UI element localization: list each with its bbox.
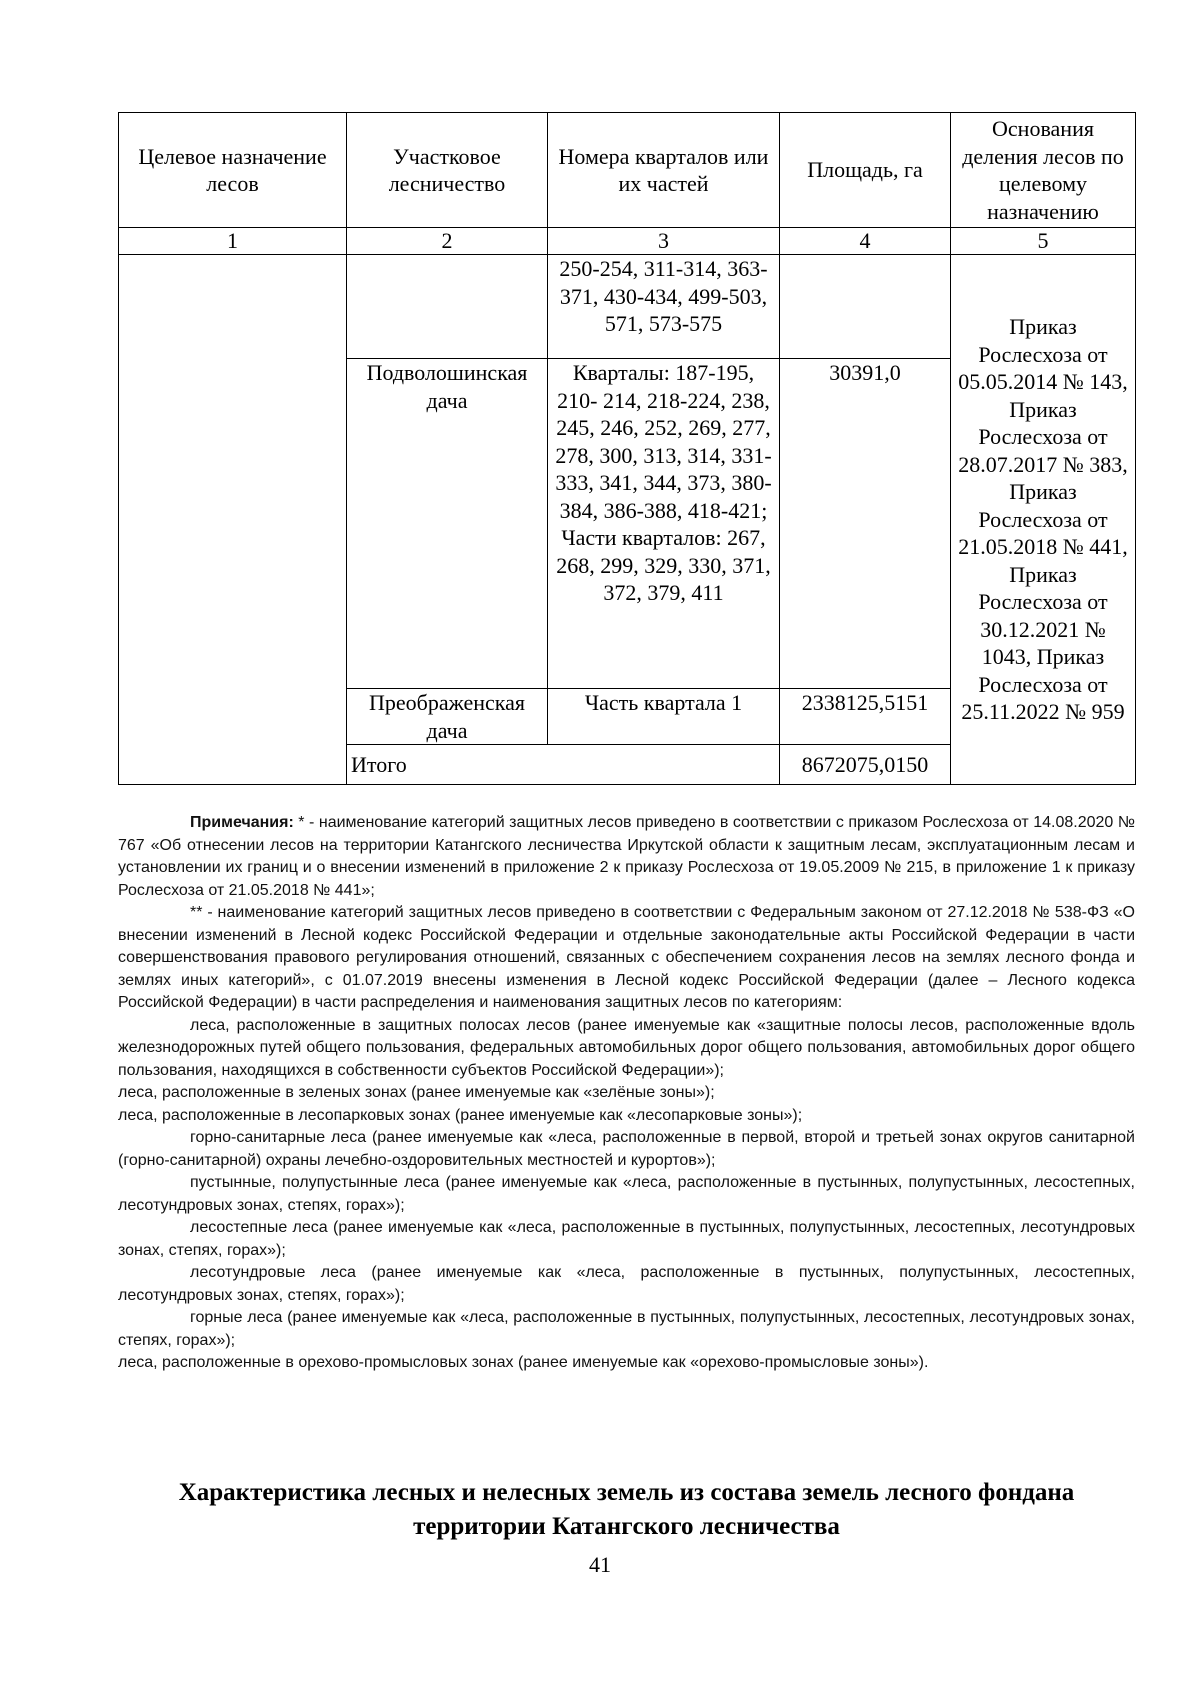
area-cell [780, 255, 951, 359]
quarters-cell: Кварталы: 187-195, 210- 214, 218-224, 238, 245, 246, 252, 269, 277, 278, 300, 313, 314, 331-333, 341, 344, 373, 380-384, 386-388, 418-421; Части кварталов: 267, 268, 299, 329, 330, 371, 372, 379, 411 [548, 359, 780, 689]
note-paragraph [118, 812, 1135, 902]
quarters-cell: Часть квартала 1 [548, 689, 780, 745]
header-quarters: Номера кварталов или их частей [548, 113, 780, 228]
column-number-row [119, 228, 1136, 255]
notes-label: Примечания: [190, 814, 294, 831]
header-basis: Основания деления лесов по целевому назначению [951, 113, 1136, 228]
note-paragraph: горные леса (ранее именуемые как «леса, расположенные в пустынных, полупустынных, лесостепных, лесотундровых зонах, степях, горах»); [118, 1309, 1135, 1349]
note-paragraph: горно-санитарные леса (ранее именуемые как «леса, расположенные в первой, второй и третьей зонах округов санитарной (горно-санитарной) охраны лечебно-оздоровительных местностей и курортов»); [118, 1129, 1135, 1169]
quarters-cell: 250-254, 311-314, 363-371, 430-434, 499-503, 571, 573-575 [548, 255, 780, 359]
column-number: 2 [347, 228, 548, 255]
page-number: 41 [589, 1552, 611, 1577]
note-paragraph: леса, расположенные в защитных полосах лесов (ранее именуемые как «защитные полосы лесов, расположенные вдоль железнодорожных путей общего пользования, федеральных автомобильных дорог общего пользования, автомобильных дорог общего пользования, находящихся в собственности субъектов Российской Федерации»); [118, 1016, 1135, 1079]
header-purpose: Целевое назначение лесов [119, 113, 347, 228]
note-paragraph: леса, расположенные в зеленых зонах (ранее именуемые как «зелёные зоны»); [118, 1084, 715, 1101]
column-number: 4 [780, 228, 951, 255]
table-row [119, 255, 1136, 359]
district-cell: Подволошинская дача [347, 359, 548, 689]
total-label: Итого [347, 745, 780, 785]
note-paragraph: ** - наименование категорий защитных лесов приведено в соответствии с Федеральным законом от 27.12.2018 № 538-ФЗ «О внесении изменений в Лесной кодекс Российской Федерации и отдельные законодательные акты Российской Федерации в части совершенствования правового регулирования отношений, связанных с обеспечением сохранения лесов на землях лесного фонда и землях иных категорий», с 01.07.2019 внесены изменения в Лесной кодекс Российской Федерации (далее – Лесного кодекса Российской Федерации) в части распределения и наименования защитных лесов по категориям: [118, 904, 1135, 1011]
column-number: 1 [119, 228, 347, 255]
district-cell [347, 255, 548, 359]
note-text: * - наименование категорий защитных лесов приведено в соответствии с приказом Рослесхоза от 14.08.2020 № 767 «Об отнесении лесов на территории Катангского лесничества Иркутской области к защитным лесам, эксплуатационным лесам и установлении их границ и о внесении изменений в приложение 2 к приказу Рослесхоза от 19.05.2009 № 215, в приложение 1 к приказу Рослесхоза от 21.05.2018 № 441»; [118, 814, 1135, 899]
header-district: Участковое лесничество [347, 113, 548, 228]
total-area: 8672075,0150 [780, 745, 951, 785]
note-paragraph: леса, расположенные в орехово-промысловых зонах (ранее именуемые как «орехово-промысловые зоны»). [118, 1354, 929, 1371]
section-heading: Характеристика лесных и нелесных земель из состава земель лесного фондана территории Катангского лесничества [178, 1479, 1075, 1540]
note-paragraph: пустынные, полупустынные леса (ранее именуемые как «леса, расположенные в пустынных, полупустынных, лесостепных, лесотундровых зонах, степях, горах»); [118, 1174, 1135, 1214]
table-header-row [119, 113, 1136, 228]
area-cell: 30391,0 [780, 359, 951, 689]
column-number: 5 [951, 228, 1136, 255]
purpose-cell [119, 255, 347, 785]
note-paragraph: лесотундровые леса (ранее именуемые как «леса, расположенные в пустынных, полупустынных, лесостепных, лесотундровых зонах, степях, горах»); [118, 1264, 1135, 1304]
column-number: 3 [548, 228, 780, 255]
notes-block [118, 812, 1135, 1375]
note-paragraph: леса, расположенные в лесопарковых зонах (ранее именуемые как «лесопарковые зоны»); [118, 1106, 803, 1124]
area-cell: 2338125,5151 [780, 689, 951, 745]
district-cell: Преображенская дача [347, 689, 548, 745]
note-paragraph: лесостепные леса (ранее именуемые как «леса, расположенные в пустынных, полупустынных, лесостепных, лесотундровых зонах, степях, горах»); [118, 1219, 1135, 1259]
header-area: Площадь, га [780, 113, 951, 228]
basis-cell: Приказ Рослесхоза от 05.05.2014 № 143, Приказ Рослесхоза от 28.07.2017 № 383, Приказ Рослесхоза от 21.05.2018 № 441, Приказ Рослесхоза от 30.12.2021 № 1043, Приказ Рослесхоза от 25.11.2022 № 959 [951, 255, 1136, 785]
forest-purpose-table [118, 112, 1136, 785]
